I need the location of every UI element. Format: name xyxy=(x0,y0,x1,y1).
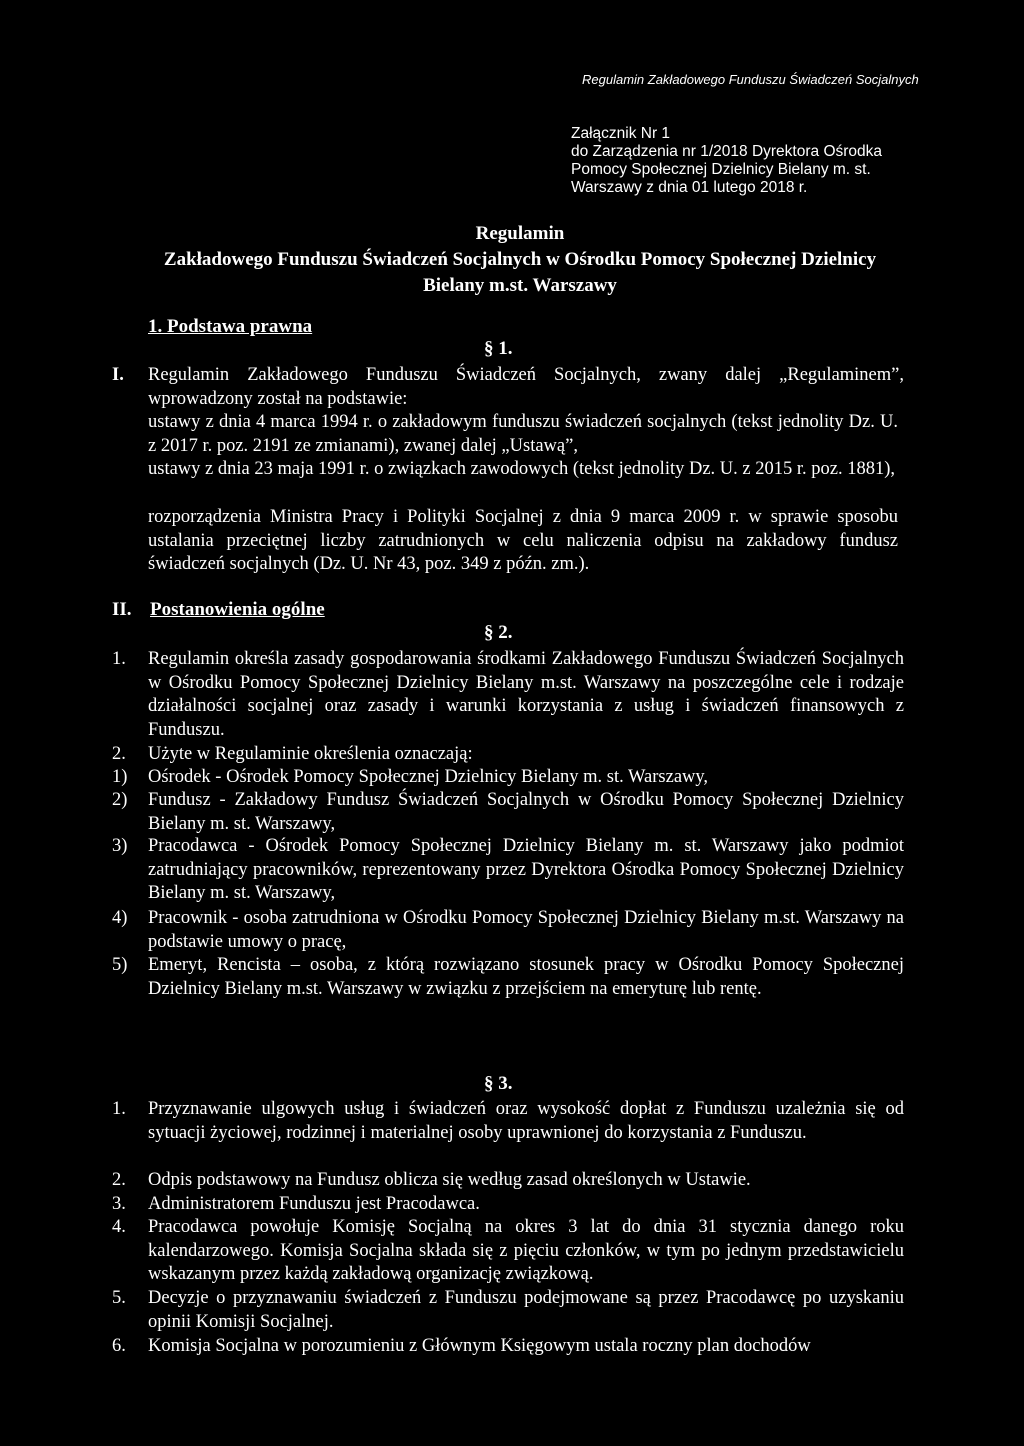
section-2-item xyxy=(112,743,904,767)
definition-item xyxy=(112,835,904,906)
paragraph-3-item xyxy=(112,1287,904,1334)
title-line: Zakładowego Funduszu Świadczeń Socjalnych w Ośrodku Pomocy Społecznej Dzielnicy xyxy=(163,249,877,270)
section-2-heading: Postanowienia ogólne xyxy=(150,599,325,620)
item-number: 2. xyxy=(112,1170,126,1190)
item-number: 3. xyxy=(112,1194,126,1214)
paragraph-3-item xyxy=(112,1216,904,1287)
item-text: Przyznawanie ulgowych usług i świadczeń oraz wysokość dopłat z Funduszu uzależnia się od sytuacji życiowej, rodzinnej i materialnej osoby uprawnionej do korzystania z Funduszu. xyxy=(148,1099,904,1143)
item-number: 1) xyxy=(112,767,128,787)
paragraph-2-mark: § 2. xyxy=(484,622,513,643)
attachment-note xyxy=(571,125,991,197)
item-number: 1. xyxy=(112,1099,126,1119)
item-text: Użyte w Regulaminie określenia oznaczają: xyxy=(148,744,473,764)
section-2-number: II. xyxy=(112,599,132,620)
item-number: 2) xyxy=(112,790,128,810)
definition-item xyxy=(112,907,904,954)
paragraph-3-item xyxy=(112,1193,904,1217)
item-text: Decyzje o przyznawaniu świadczeń z Funduszu podejmowane są przez Pracodawcę po uzyskaniu opinii Komisji Socjalnej. xyxy=(148,1288,904,1332)
attachment-line: Warszawy z dnia 01 lutego 2018 r. xyxy=(571,179,808,196)
title-line: Regulamin xyxy=(475,223,565,244)
paragraph-3-item xyxy=(112,1098,904,1145)
legal-basis-item: ustawy z dnia 23 maja 1991 r. o związkach zawodowych (tekst jednolity Dz. U. z 2015 r. poz. 1881), xyxy=(148,459,896,479)
item-number: 3) xyxy=(112,836,128,856)
legal-basis-item: rozporządzenia Ministra Pracy i Polityki Socjalnej z dnia 9 marca 2009 r. w sprawie sposobu ustalania przeciętnej liczby zatrudnionych w celu naliczenia odpisu na zakładowy fundusz świadczeń socjalnych (Dz. U. Nr 43, poz. 349 z późn. zm.). xyxy=(148,507,898,575)
running-header: Regulamin Zakładowego Funduszu Świadczeń Socjalnych xyxy=(582,72,919,87)
section-1-heading: 1. Podstawa prawna xyxy=(148,316,313,337)
item-text: Ośrodek - Ośrodek Pomocy Społecznej Dzielnicy Bielany m. st. Warszawy, xyxy=(148,767,709,787)
item-text: Pracownik - osoba zatrudniona w Ośrodku Pomocy Społecznej Dzielnicy Bielany m.st. Warszawy na podstawie umowy o pracę, xyxy=(148,908,904,952)
item-number: 6. xyxy=(112,1336,126,1356)
paragraph-3-mark: § 3. xyxy=(484,1073,513,1094)
item-number: 5) xyxy=(112,955,128,975)
item-text: Emeryt, Rencista – osoba, z którą rozwiązano stosunek pracy w Ośrodku Pomocy Społecznej Dzielnicy Bielany m.st. Warszawy w związku z przejściem na emeryturę lub rentę. xyxy=(148,955,904,999)
item-number: 4. xyxy=(112,1217,126,1237)
definition-item xyxy=(112,766,904,790)
item-text: Pracodawca - Ośrodek Pomocy Społecznej Dzielnicy Bielany m. st. Warszawy jako podmiot zatrudniający pracowników, reprezentowany przez Dyrektora Ośrodka Pomocy Społecznej Dzielnicy Bielany m. st. Warszawy, xyxy=(148,836,904,904)
item-number: 1. xyxy=(112,649,126,669)
item-text: Regulamin Zakładowego Funduszu Świadczeń Socjalnych, zwany dalej „Regulaminem”, wprowadzony został na podstawie: xyxy=(148,365,904,409)
item-number: 5. xyxy=(112,1288,126,1308)
attachment-line: do Zarządzenia nr 1/2018 Dyrektora Ośrodka xyxy=(571,143,883,160)
item-text: Pracodawca powołuje Komisję Socjalną na okres 3 lat do dnia 31 stycznia danego roku kalendarzowego. Komisja Socjalna składa się z pięciu członków, w tym po jednym przedstawicielu wskazanym przez każdą zakładową organizację związkową. xyxy=(148,1217,904,1285)
section-2-item xyxy=(112,648,904,742)
definition-item xyxy=(112,789,904,836)
title-line: Bielany m.st. Warszawy xyxy=(423,275,617,296)
definition-item xyxy=(112,954,904,1001)
paragraph-3-item xyxy=(112,1169,904,1193)
item-number: I. xyxy=(112,365,124,385)
paragraph-3-item xyxy=(112,1335,904,1359)
item-text: Regulamin określa zasady gospodarowania środkami Zakładowego Funduszu Świadczeń Socjalnych w Ośrodku Pomocy Społecznej Dzielnicy Bielany m.st. Warszawy na poszczególne cele i rodzaje działalności socjalnej oraz zasady i warunki korzystania z usług i świadczeń finansowych z Funduszu. xyxy=(148,649,904,740)
item-number: 2. xyxy=(112,744,126,764)
item-text: Administratorem Funduszu jest Pracodawca. xyxy=(148,1194,480,1214)
attachment-line: Załącznik Nr 1 xyxy=(571,125,671,142)
attachment-line: Pomocy Społecznej Dzielnicy Bielany m. st. xyxy=(571,161,871,178)
document-title xyxy=(80,221,960,299)
legal-basis-item: ustawy z dnia 4 marca 1994 r. o zakładowym funduszu świadczeń socjalnych (tekst jednolity Dz. U. z 2017 r. poz. 2191 ze zmianami), zwanej dalej „Ustawą”, xyxy=(148,412,898,456)
item-text: Odpis podstawowy na Fundusz oblicza się według zasad określonych w Ustawie. xyxy=(148,1170,751,1190)
item-text: Komisja Socjalna w porozumieniu z Głównym Księgowym ustala roczny plan dochodów xyxy=(148,1336,811,1356)
paragraph-1-mark: § 1. xyxy=(484,338,513,359)
item-text: Fundusz - Zakładowy Fundusz Świadczeń Socjalnych w Ośrodku Pomocy Społecznej Dzielnicy Bielany m. st. Warszawy, xyxy=(148,790,904,834)
item-number: 4) xyxy=(112,908,128,928)
section-1-item xyxy=(112,364,904,411)
